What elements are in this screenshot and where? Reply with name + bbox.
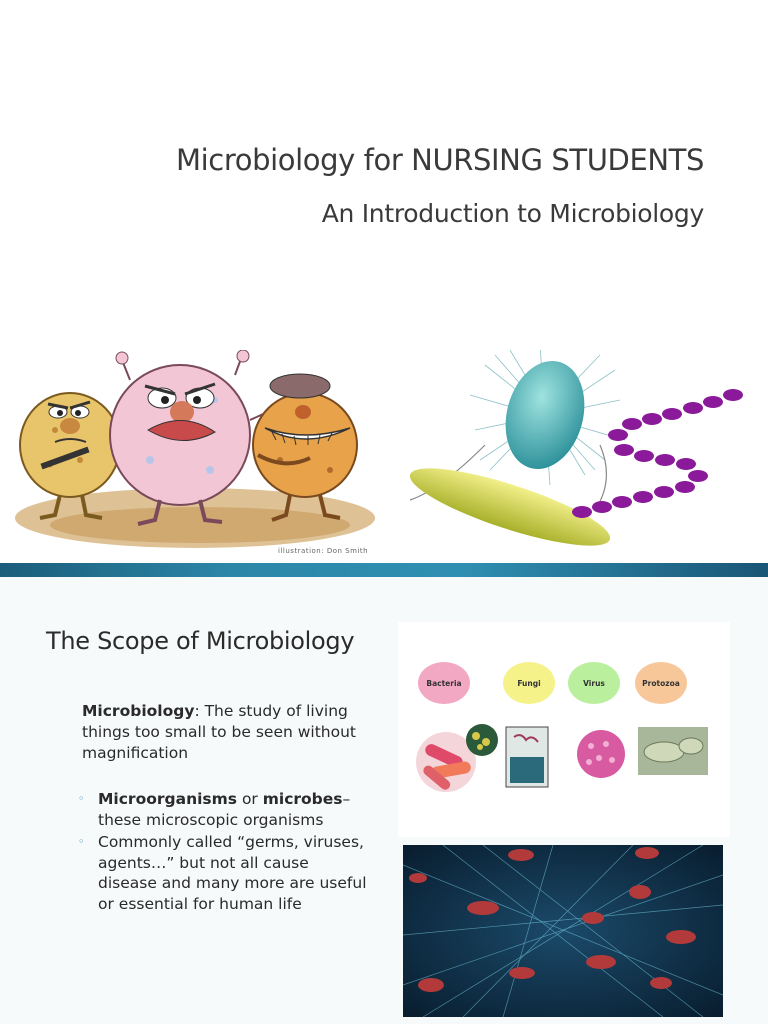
- definition-term: Microbiology: [82, 702, 195, 720]
- bacteria-micrograph-image: [403, 845, 723, 1017]
- bullet-text: – these microscopic organisms: [98, 790, 351, 829]
- bullet-term-microorganisms: Microorganisms: [98, 790, 238, 808]
- bacteria-illustration-image: [400, 350, 750, 555]
- streptococcus-chain: [572, 389, 743, 518]
- slide-subtitle: An Introduction to Microbiology: [321, 199, 704, 228]
- fungi-label: Fungi: [503, 662, 555, 704]
- slide-title: Microbiology for NURSING STUDENTS: [176, 143, 704, 177]
- scope-slide: [0, 577, 768, 1024]
- bullet-item: [78, 832, 368, 914]
- bullet-item: [78, 789, 368, 830]
- bullet-list: [78, 789, 368, 916]
- definition-text: : The study of living things too small to be seen without magnification: [82, 702, 357, 762]
- bullet-circle-icon: ◦: [78, 792, 85, 805]
- microbe-categories-panel: [398, 622, 730, 837]
- protozoa-photo: [638, 727, 708, 775]
- scope-title: The Scope of Microbiology: [46, 627, 355, 655]
- protozoa-label: Protozoa: [635, 662, 687, 704]
- virus-label: Virus: [568, 662, 620, 704]
- microbe-photos: [416, 722, 726, 797]
- virus-photo: [577, 730, 625, 778]
- bullet-term-microbes: microbes: [262, 790, 343, 808]
- cartoon-microbes-image: [10, 350, 385, 560]
- bacteria-label: Bacteria: [418, 662, 470, 704]
- fungi-photo: [506, 727, 548, 787]
- slide-divider: [0, 563, 768, 577]
- definition-paragraph: [82, 701, 372, 764]
- bullet-text: Commonly called “germs, viruses, agents…” but not all cause disease and many more are useful or essential for human life: [98, 833, 367, 913]
- illustration-credit: illustration: Don Smith: [278, 547, 369, 555]
- rod-bacterium: [403, 454, 616, 555]
- bacteria-photo: [416, 724, 498, 792]
- bullet-or: or: [237, 790, 263, 808]
- bullet-circle-icon: ◦: [78, 835, 85, 848]
